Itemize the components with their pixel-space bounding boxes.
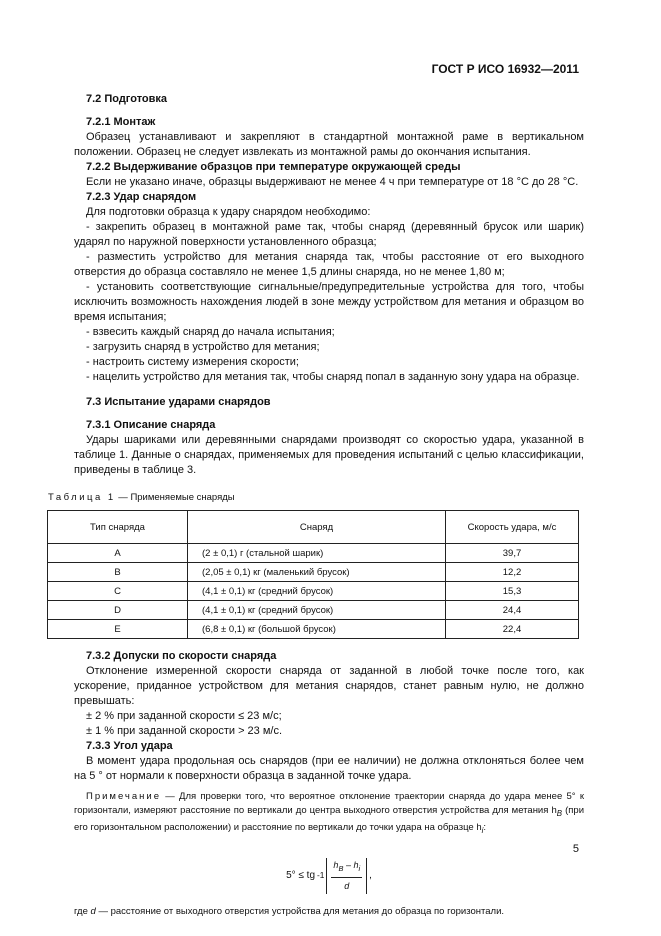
table-cell: E [48, 620, 188, 639]
table-row [48, 601, 579, 620]
column-header: Снаряд [188, 511, 446, 544]
section-7-2-1-title: 7.2.1 Монтаж [86, 116, 156, 128]
table-cell: C [48, 582, 188, 601]
list-item: - загрузить снаряд в устройство для метания; [86, 341, 320, 353]
table-caption-label: Таблица 1 [48, 492, 116, 503]
where-variable: d [90, 905, 96, 917]
column-header: Скорость удара, м/с [446, 511, 579, 544]
formula-tail: , [369, 870, 372, 882]
formula-sub-b: B [338, 863, 344, 873]
formula-exponent: -1 [317, 870, 325, 881]
note-text-2: (при его горизонтальном расположении) и расстояние по вертикали до точки удара на образце h [74, 805, 584, 833]
section-7-3-title: 7.3 Испытание ударами снарядов [86, 396, 271, 408]
table-cell: 15,3 [446, 582, 579, 601]
table-cell: (2 ± 0,1) г (стальной шарик) [188, 544, 446, 563]
section-7-2-title: 7.2 Подготовка [86, 93, 168, 105]
section-7-2-1-text: Образец устанавливают и закрепляют в стандартной монтажной раме в вертикальном положении. Образец не следует извлекать из монтажной рамы до окончания испытания. [74, 131, 584, 158]
list-item: - настроить систему измерения скорости; [86, 356, 299, 368]
note-label: Примечание [86, 791, 161, 802]
section-7-3-3-text: В момент удара продольная ось снарядов (при ее наличии) не должна отклоняться более чем на 5 ° от нормали к поверхности образца в заданной точке удара. [74, 755, 584, 782]
projectiles-table [47, 510, 579, 639]
page-number: 5 [572, 843, 579, 855]
table-cell: (6,8 ± 0,1) кг (большой брусок) [188, 620, 446, 639]
section-7-3-1-title: 7.3.1 Описание снаряда [86, 419, 216, 431]
table-header-row [48, 511, 579, 544]
formula-denominator: d [344, 880, 350, 891]
section-7-3-1-text: Удары шариками или деревянными снарядами производят со скоростью удара, указанной в таблице 1. Данные о снарядах, применяемых для проведения испытаний с целью классификации, приведены в таблице 3. [74, 434, 584, 476]
column-header: Тип снаряда [48, 511, 188, 544]
table-row [48, 582, 579, 601]
formula-numerator [331, 858, 362, 878]
formula-lhs: 5° ≤ tg [286, 870, 316, 882]
note-subscript-b: B [556, 808, 563, 818]
where-text: — расстояние от выходного отверстия устройства для метания до образца по горизонтали. [95, 905, 505, 917]
section-7-2-3-title: 7.2.3 Удар снарядом [86, 191, 197, 203]
table-cell: (4,1 ± 0,1) кг (средний брусок) [188, 601, 446, 620]
section-7-2-3-intro: Для подготовки образца к удару снарядом необходимо: [86, 206, 371, 218]
section-7-3-3-title: 7.3.3 Угол удара [86, 740, 173, 752]
where-definition: где d — расстояние от выходного отверстия устройства для метания до образца по горизонтали. [74, 905, 505, 917]
list-item: - установить соответствующие сигнальные/предупредительные устройства для того, чтобы исключить возможность нахождения людей в зоне между устройством для метания и образцом во время испытания; [74, 281, 584, 323]
table-row [48, 544, 579, 563]
formula-h: h [333, 859, 339, 870]
note-end: : [483, 821, 487, 833]
table-cell: A [48, 544, 188, 563]
note-text: — Для проверки того, что вероятное отклонение траектории снаряда до удара менее 5° к горизонтали, измеряют расстояние по вертикали до центра выходного отверстия устройства для метания h [74, 791, 584, 816]
table-cell: 39,7 [446, 544, 579, 563]
formula-minus-h: – h [343, 859, 359, 870]
table-row [48, 563, 579, 582]
list-item: - нацелить устройство для метания так, чтобы снаряд попал в заданную зону удара на образце. [86, 371, 580, 383]
table-cell: 24,4 [446, 601, 579, 620]
list-item: - взвесить каждый снаряд до начала испытания; [86, 326, 335, 338]
list-item: ± 1 % при заданной скорости > 23 м/с. [86, 725, 283, 737]
formula-absolute-value [326, 858, 367, 894]
document-body [48, 92, 584, 928]
table-cell: 12,2 [446, 563, 579, 582]
note-subscript-i: i [481, 825, 484, 835]
formula-sub-i: i [358, 863, 361, 873]
list-item: - закрепить образец в монтажной раме так, чтобы снаряд (деревянный брусок или шарик) ударял по наружной поверхности установленного образца; [74, 221, 584, 248]
section-7-3-2-title: 7.3.2 Допуски по скорости снаряда [86, 650, 277, 662]
document-code: ГОСТ Р ИСО 16932—2011 [431, 62, 579, 76]
list-item: - разместить устройство для метания снаряда так, чтобы расстояние от его выходного отверстия до образца составляло не менее 1,5 длины снаряда, но не менее 1,80 м; [74, 251, 584, 278]
table-cell: B [48, 563, 188, 582]
section-7-2-2-title: 7.2.2 Выдерживание образцов при температуре окружающей среды [86, 161, 461, 173]
table-row [48, 620, 579, 639]
table-cell: (4,1 ± 0,1) кг (средний брусок) [188, 582, 446, 601]
table-cell: 22,4 [446, 620, 579, 639]
angle-formula [74, 858, 584, 898]
table-caption [48, 490, 584, 505]
table-caption-text: — Применяемые снаряды [115, 492, 235, 503]
note [74, 790, 584, 838]
section-7-2-2-text: Если не указано иначе, образцы выдерживают не менее 4 ч при температуре от 18 °С до 28 °С. [86, 176, 579, 188]
list-item: ± 2 % при заданной скорости ≤ 23 м/с; [86, 710, 282, 722]
table-cell: D [48, 601, 188, 620]
section-7-3-2-text: Отклонение измеренной скорости снаряда от заданной в любой точке после того, как ускорение, приданное устройством для метания снарядов, станет равным нулю, не должно превышать: [74, 665, 584, 707]
table-cell: (2,05 ± 0,1) кг (маленький брусок) [188, 563, 446, 582]
